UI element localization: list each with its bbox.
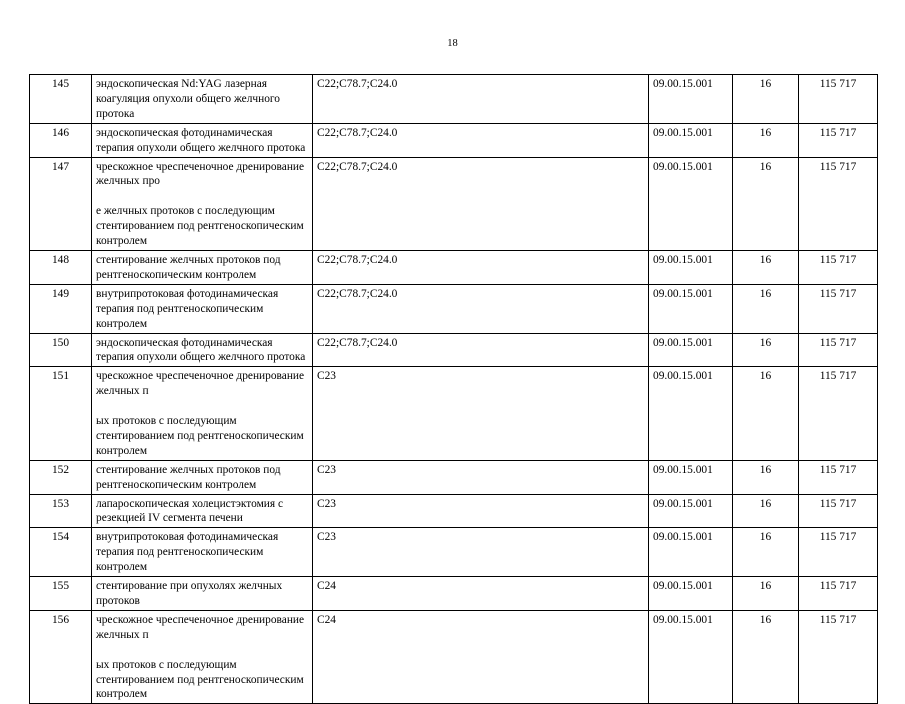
count-value: 16 [733,157,799,250]
table-row [30,75,878,124]
group-code: 09.00.15.001 [649,610,733,703]
service-name: внутрипротоковая фотодинамическая терапия под рентгеноскопическим контролем [92,528,313,577]
row-number: 153 [30,494,92,528]
count-value: 16 [733,610,799,703]
table-row [30,367,878,460]
service-name [92,610,313,703]
group-code: 09.00.15.001 [649,250,733,284]
diagnosis-codes: C23 [313,367,649,460]
service-name-line: чрескожное чреспеченочное дренирование желчных п [96,613,305,641]
group-code: 09.00.15.001 [649,75,733,124]
service-name: эндоскопическая Nd:YAG лазерная коагуляция опухоли общего желчного протока [92,75,313,124]
row-number: 155 [30,577,92,611]
count-value: 16 [733,333,799,367]
diagnosis-codes: C24 [313,610,649,703]
page-number: 18 [447,38,458,49]
service-name [92,367,313,460]
row-number: 147 [30,157,92,250]
service-name: эндоскопическая фотодинамическая терапия опухоли общего желчного протока [92,123,313,157]
diagnosis-codes: C24 [313,577,649,611]
count-value: 16 [733,75,799,124]
table-row [30,577,878,611]
table-row [30,123,878,157]
diagnosis-codes: C22;C78.7;C24.0 [313,157,649,250]
diagnosis-codes: C22;C78.7;C24.0 [313,284,649,333]
price-value: 115 717 [799,333,878,367]
row-number: 146 [30,123,92,157]
service-name-line: ых протоков с последующим стентированием под рентгеноскопическим контролем [96,415,304,457]
price-value: 115 717 [799,460,878,494]
group-code: 09.00.15.001 [649,528,733,577]
group-code: 09.00.15.001 [649,460,733,494]
group-code: 09.00.15.001 [649,284,733,333]
group-code: 09.00.15.001 [649,494,733,528]
count-value: 16 [733,250,799,284]
services-table [29,74,878,704]
price-value: 115 717 [799,367,878,460]
group-code: 09.00.15.001 [649,123,733,157]
price-value: 115 717 [799,75,878,124]
row-number: 150 [30,333,92,367]
service-name-line: чрескожное чреспеченочное дренирование желчных п [96,370,305,398]
price-value: 115 717 [799,284,878,333]
count-value: 16 [733,528,799,577]
services-table-body [30,75,878,704]
diagnosis-codes: C22;C78.7;C24.0 [313,75,649,124]
diagnosis-codes: C22;C78.7;C24.0 [313,333,649,367]
row-number: 148 [30,250,92,284]
price-value: 115 717 [799,494,878,528]
table-row [30,460,878,494]
service-name: стентирование желчных протоков под рентгеноскопическим контролем [92,460,313,494]
service-name-line: ых протоков с последующим стентированием под рентгеноскопическим контролем [96,658,304,701]
row-number: 149 [30,284,92,333]
group-code: 09.00.15.001 [649,577,733,611]
price-value: 115 717 [799,123,878,157]
price-value: 115 717 [799,528,878,577]
diagnosis-codes: C22;C78.7;C24.0 [313,123,649,157]
service-name [92,157,313,250]
price-value: 115 717 [799,157,878,250]
service-name: внутрипротоковая фотодинамическая терапия под рентгеноскопическим контролем [92,284,313,333]
service-name: стентирование желчных протоков под рентгеноскопическим контролем [92,250,313,284]
count-value: 16 [733,123,799,157]
service-name: эндоскопическая фотодинамическая терапия опухоли общего желчного протока [92,333,313,367]
table-row [30,494,878,528]
count-value: 16 [733,494,799,528]
service-name-line: чрескожное чреспеченочное дренирование желчных про [96,160,305,188]
table-row [30,528,878,577]
row-number: 156 [30,610,92,703]
diagnosis-codes: C22;C78.7;C24.0 [313,250,649,284]
service-name-line: е желчных протоков с последующим стентированием под рентгеноскопическим контролем [96,205,304,248]
table-row [30,610,878,703]
table-row [30,284,878,333]
diagnosis-codes: C23 [313,528,649,577]
group-code: 09.00.15.001 [649,367,733,460]
group-code: 09.00.15.001 [649,157,733,250]
count-value: 16 [733,460,799,494]
service-name: стентирование при опухолях желчных протоков [92,577,313,611]
row-number: 151 [30,367,92,460]
row-number: 152 [30,460,92,494]
row-number: 154 [30,528,92,577]
row-number: 145 [30,75,92,124]
price-value: 115 717 [799,610,878,703]
diagnosis-codes: C23 [313,494,649,528]
table-row [30,250,878,284]
count-value: 16 [733,577,799,611]
count-value: 16 [733,367,799,460]
diagnosis-codes: C23 [313,460,649,494]
price-value: 115 717 [799,250,878,284]
table-row [30,157,878,250]
count-value: 16 [733,284,799,333]
price-value: 115 717 [799,577,878,611]
service-name: лапароскопическая холецистэктомия с резекцией IV сегмента печени [92,494,313,528]
table-row [30,333,878,367]
group-code: 09.00.15.001 [649,333,733,367]
